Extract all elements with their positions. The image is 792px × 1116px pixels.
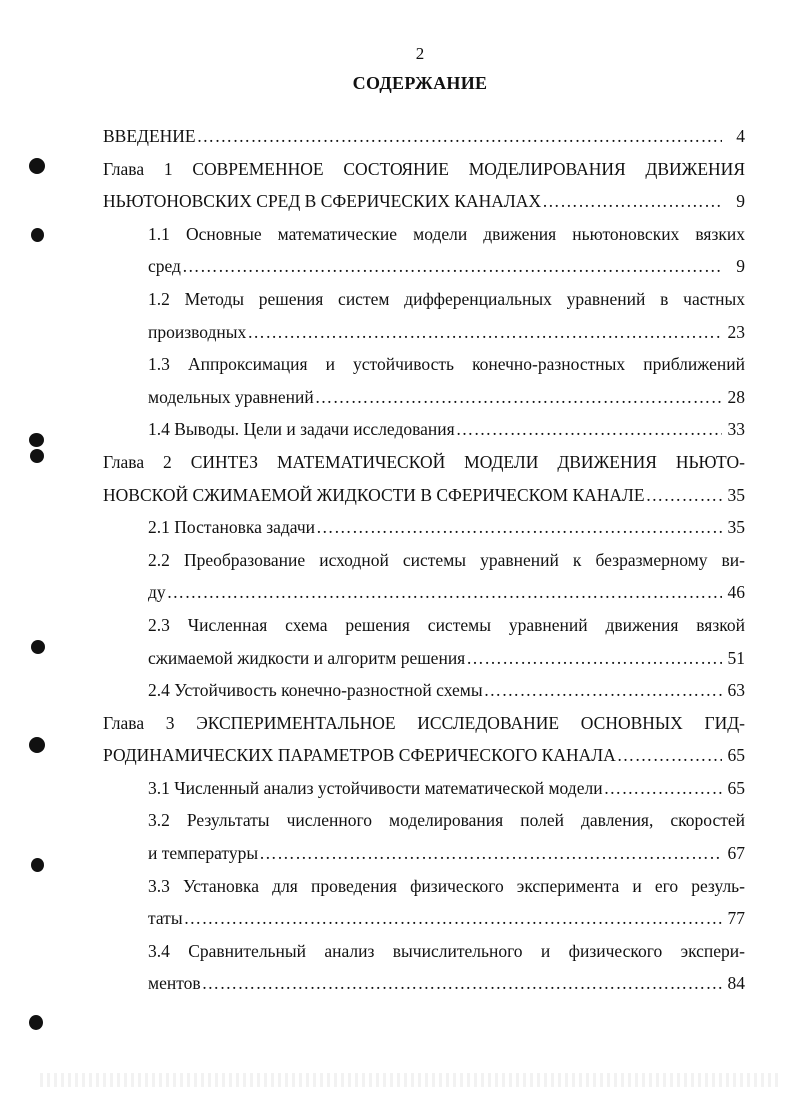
toc-entry-line xyxy=(103,381,745,414)
toc-entry-title: 3.1 Численный анализ устойчивости математической модели xyxy=(148,777,603,798)
toc-entry-title: 3.3 Установка для проведения физического эксперимента и его резуль- xyxy=(148,875,745,896)
toc-page-number: 84 xyxy=(727,973,745,994)
toc-entry-title: Глава 2 СИНТЕЗ МАТЕМАТИЧЕСКОЙ МОДЕЛИ ДВИЖЕНИЯ НЬЮТО- xyxy=(103,451,745,472)
toc-page-number: 46 xyxy=(727,582,745,603)
toc-page-number: 33 xyxy=(727,419,745,440)
toc-entry-line xyxy=(103,283,745,316)
toc-entry-title: НОВСКОЙ СЖИМАЕМОЙ ЖИДКОСТИ В СФЕРИЧЕСКОМ КАНАЛЕ xyxy=(103,484,645,505)
toc-entry-line xyxy=(103,479,745,512)
toc-entry-line xyxy=(103,609,745,642)
punch-hole-mark xyxy=(31,228,44,242)
toc-entry-line xyxy=(103,120,745,153)
toc-entry-line xyxy=(103,185,745,218)
toc-entry-title: НЬЮТОНОВСКИХ СРЕД В СФЕРИЧЕСКИХ КАНАЛАХ xyxy=(103,191,542,212)
punch-hole-mark xyxy=(31,858,44,872)
toc-entry-line xyxy=(103,642,745,675)
toc-entry-title: таты xyxy=(148,908,183,929)
toc-page-number: 4 xyxy=(736,126,745,146)
dot-leader xyxy=(466,642,722,675)
toc-entry-title: производных xyxy=(148,321,247,342)
toc-entry-title: 1.2 Методы решения систем дифференциальных уравнений в частных xyxy=(148,288,745,309)
dot-leader xyxy=(167,576,722,609)
toc-entry-line xyxy=(103,576,745,609)
punch-hole-mark xyxy=(29,737,45,753)
toc-entry-title: и температуры xyxy=(148,843,259,864)
dot-leader xyxy=(316,511,722,544)
toc-page-number: 28 xyxy=(727,386,745,407)
toc-entry-title: 2.2 Преобразование исходной системы уравнений к безразмерному ви- xyxy=(148,549,745,570)
toc-entry-title: ментов xyxy=(148,973,201,994)
dot-leader xyxy=(197,120,722,153)
toc-entry-title: ВВЕДЕНИЕ xyxy=(103,126,196,146)
toc-entry-title: 1.3 Аппроксимация и устойчивость конечно-разностных приближений xyxy=(148,354,745,375)
toc-entry-line xyxy=(103,804,745,837)
dot-leader xyxy=(617,739,722,772)
toc-entry-line xyxy=(103,870,745,903)
toc-page-number: 67 xyxy=(727,843,745,864)
toc-entry-title: Глава 1 СОВРЕМЕННОЕ СОСТОЯНИЕ МОДЕЛИРОВАНИЯ ДВИЖЕНИЯ xyxy=(103,158,745,179)
page-title: СОДЕРЖАНИЕ xyxy=(352,73,488,93)
toc-entry-line xyxy=(103,511,745,544)
toc-page-number: 9 xyxy=(736,256,745,277)
toc-entry-line xyxy=(103,348,745,381)
toc-entry-line xyxy=(103,250,745,283)
toc-entry-line xyxy=(103,218,745,251)
scan-noise xyxy=(40,1073,780,1087)
dot-leader xyxy=(456,413,722,446)
toc-entry-line xyxy=(103,772,745,805)
dot-leader xyxy=(259,837,722,870)
toc-entry-title: 1.4 Выводы. Цели и задачи исследования xyxy=(148,419,455,440)
toc-entry-title: 2.1 Постановка задачи xyxy=(148,517,316,538)
toc-entry-line xyxy=(103,153,745,186)
dot-leader xyxy=(484,674,722,707)
toc-entry-line xyxy=(103,967,745,1000)
toc-entry-line xyxy=(103,446,745,479)
punch-hole-mark xyxy=(31,640,45,654)
punch-hole-mark xyxy=(29,1015,43,1030)
toc-entry-title: РОДИНАМИЧЕСКИХ ПАРАМЕТРОВ СФЕРИЧЕСКОГО КАНАЛА xyxy=(103,745,616,766)
toc-page-number: 51 xyxy=(727,647,745,668)
toc-page-number: 77 xyxy=(727,908,745,929)
toc-entry-line xyxy=(103,674,745,707)
toc-entry-title: ду xyxy=(148,582,166,603)
toc-entry-title: 2.3 Численная схема решения системы уравнений движения вязкой xyxy=(148,614,745,635)
toc-entry-title: сред xyxy=(148,256,181,277)
punch-hole-mark xyxy=(29,158,45,174)
table-of-contents xyxy=(103,120,745,1000)
toc-page-number: 9 xyxy=(736,191,745,212)
toc-entry-line xyxy=(103,707,745,740)
dot-leader xyxy=(182,250,722,283)
toc-entry-line xyxy=(103,902,745,935)
toc-entry-title: Глава 3 ЭКСПЕРИМЕНТАЛЬНОЕ ИССЛЕДОВАНИЕ ОСНОВНЫХ ГИД- xyxy=(103,712,745,733)
toc-page-number: 65 xyxy=(727,745,745,766)
toc-page-number: 23 xyxy=(727,321,745,342)
toc-entry-line xyxy=(103,316,745,349)
punch-hole-mark xyxy=(30,449,44,463)
page-number: 2 xyxy=(415,44,425,63)
dot-leader xyxy=(184,902,722,935)
punch-hole-mark xyxy=(29,433,44,447)
toc-page-number: 35 xyxy=(727,517,745,538)
toc-page-number: 63 xyxy=(727,680,745,701)
toc-entry-title: 3.4 Сравнительный анализ вычислительного и физического экспери- xyxy=(148,940,745,961)
toc-entry-title: 2.4 Устойчивость конечно-разностной схемы xyxy=(148,680,483,701)
toc-page-number: 35 xyxy=(727,484,745,505)
toc-entry-title: сжимаемой жидкости и алгоритм решения xyxy=(148,647,466,668)
toc-entry-title: модельных уравнений xyxy=(148,386,314,407)
dot-leader xyxy=(247,316,722,349)
toc-entry-line xyxy=(103,413,745,446)
toc-entry-title: 1.1 Основные математические модели движения ньютоновских вязких xyxy=(148,223,745,244)
dot-leader xyxy=(646,479,722,512)
toc-entry-line xyxy=(103,544,745,577)
dot-leader xyxy=(542,185,722,218)
toc-entry-line xyxy=(103,739,745,772)
toc-entry-title: 3.2 Результаты численного моделирования полей давления, скоростей xyxy=(148,810,745,831)
dot-leader xyxy=(202,967,722,1000)
dot-leader xyxy=(604,772,722,805)
dot-leader xyxy=(315,381,722,414)
toc-entry-line xyxy=(103,935,745,968)
toc-page-number: 65 xyxy=(727,777,745,798)
toc-entry-line xyxy=(103,837,745,870)
